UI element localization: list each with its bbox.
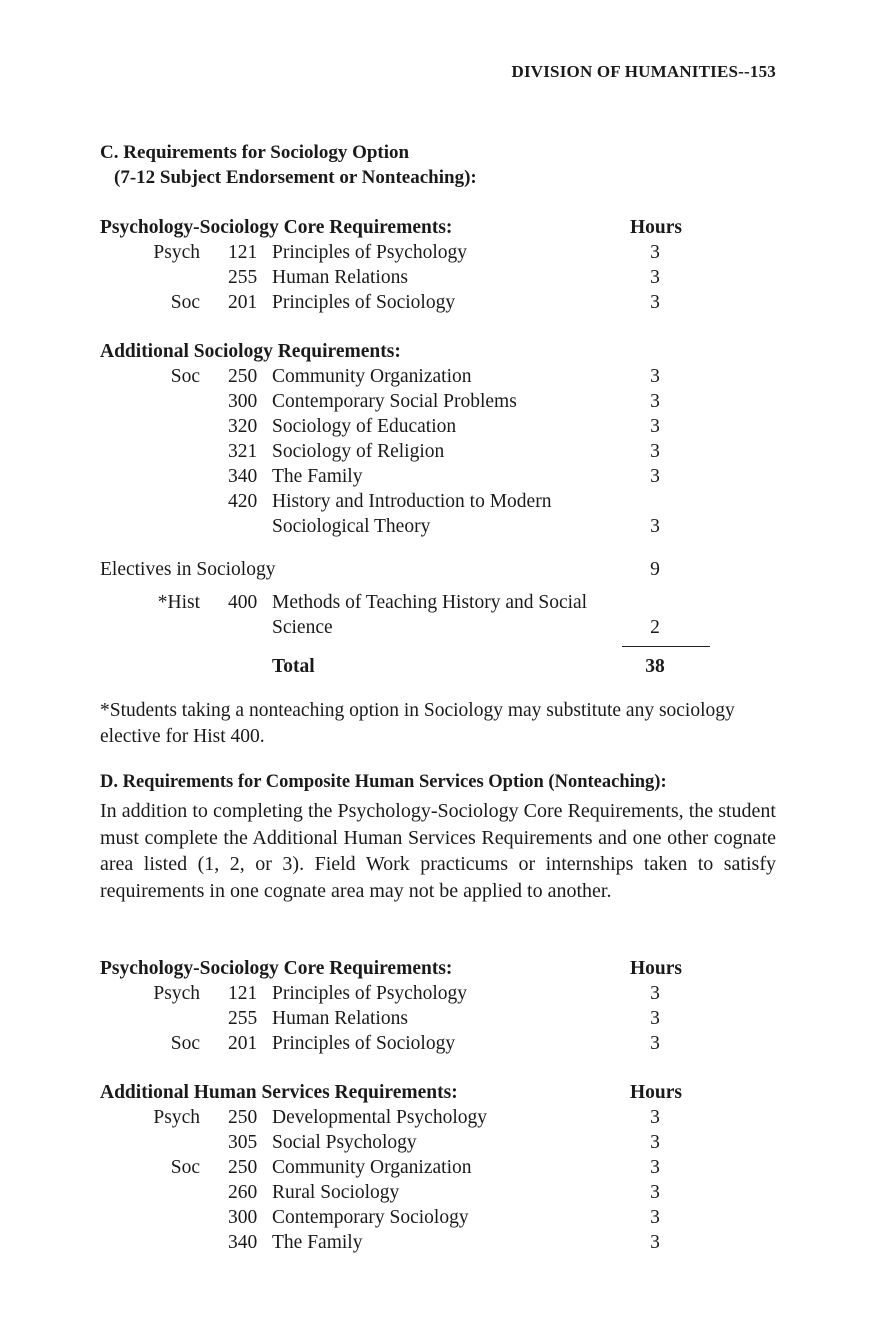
course-number: 250 xyxy=(228,1157,258,1178)
course-title-line1: Methods of Teaching History and Social xyxy=(272,592,588,613)
course-hours: 3 xyxy=(650,516,660,537)
course-number: 250 xyxy=(228,366,258,387)
course-row xyxy=(100,414,700,439)
course-hours: 3 xyxy=(650,1033,660,1054)
course-title: Sociology of Religion xyxy=(272,441,445,462)
course-row xyxy=(100,439,700,464)
course-dept: *Hist xyxy=(157,592,200,613)
additional-heading-row xyxy=(100,1080,700,1105)
course-hours: 3 xyxy=(650,292,660,313)
course-dept: Soc xyxy=(170,366,200,387)
course-number: 321 xyxy=(228,441,258,462)
course-number: 121 xyxy=(228,983,258,1004)
course-hours: 3 xyxy=(650,1182,660,1203)
hours-heading: Hours xyxy=(630,958,683,979)
course-dept: Psych xyxy=(153,1107,200,1128)
course-row xyxy=(100,364,700,389)
course-title: Principles of Psychology xyxy=(272,983,467,1004)
course-dept: Psych xyxy=(153,242,200,263)
section-c-title xyxy=(100,140,477,190)
course-hours: 2 xyxy=(650,617,660,638)
core-heading: Psychology-Sociology Core Requirements: xyxy=(100,958,453,979)
course-title xyxy=(272,590,662,640)
course-dept: Soc xyxy=(170,1033,200,1054)
additional-heading-row xyxy=(100,339,700,364)
course-title xyxy=(272,489,662,539)
course-row xyxy=(100,1105,700,1130)
course-number: 320 xyxy=(228,416,258,437)
section-d-paragraph: In addition to completing the Psychology-Sociology Core Requirements, the student must complete the Additional Human Services Requirements and one other cognate area listed (1, 2, or 3). Field Work practicums or internships taken to satisfy requirements in one cognate area may not be applied to another. xyxy=(100,800,776,902)
total-value: 38 xyxy=(645,656,665,677)
course-number: 420 xyxy=(228,491,258,512)
running-head: DIVISION OF HUMANITIES--153 xyxy=(511,62,776,81)
course-row xyxy=(100,1230,700,1255)
course-row xyxy=(100,290,700,315)
course-dept: Soc xyxy=(170,292,200,313)
course-hours: 3 xyxy=(650,983,660,1004)
course-row xyxy=(100,389,700,414)
course-title: Community Organization xyxy=(272,1157,472,1178)
section-d-requirements-table xyxy=(100,956,700,1255)
core-heading-row xyxy=(100,956,700,981)
course-title: Human Relations xyxy=(272,267,408,288)
course-hours: 3 xyxy=(650,1157,660,1178)
course-hours: 3 xyxy=(650,1107,660,1128)
course-row xyxy=(100,1130,700,1155)
course-hours: 3 xyxy=(650,1207,660,1228)
course-hours: 3 xyxy=(650,416,660,437)
course-number: 300 xyxy=(228,1207,258,1228)
course-number: 255 xyxy=(228,1008,258,1029)
spacer xyxy=(100,539,700,557)
electives-label: Electives in Sociology xyxy=(100,559,276,580)
course-title-line2: Science xyxy=(272,617,333,638)
core-heading: Psychology-Sociology Core Requirements: xyxy=(100,217,453,238)
course-hours: 3 xyxy=(650,391,660,412)
course-title: Contemporary Social Problems xyxy=(272,391,517,412)
course-number: 121 xyxy=(228,242,258,263)
footnote: *Students taking a nonteaching option in Sociology may substitute any sociology elective for Hist 400. xyxy=(100,700,735,747)
course-dept: Psych xyxy=(153,983,200,1004)
core-heading-row xyxy=(100,215,700,240)
course-row xyxy=(100,1180,700,1205)
course-number: 300 xyxy=(228,391,258,412)
course-title: Principles of Psychology xyxy=(272,242,467,263)
course-title: Sociology of Education xyxy=(272,416,457,437)
course-title: Rural Sociology xyxy=(272,1182,400,1203)
course-hours: 3 xyxy=(650,441,660,462)
additional-heading: Additional Human Services Requirements: xyxy=(100,1082,458,1103)
course-row xyxy=(100,1205,700,1230)
course-hours: 3 xyxy=(650,267,660,288)
total-rule xyxy=(622,646,710,647)
course-title: Contemporary Sociology xyxy=(272,1207,469,1228)
course-hours: 3 xyxy=(650,466,660,487)
course-row xyxy=(100,1155,700,1180)
course-title: The Family xyxy=(272,1232,363,1253)
electives-row xyxy=(100,557,700,582)
total-rule-wrap xyxy=(100,640,700,654)
course-title: Social Psychology xyxy=(272,1132,417,1153)
course-row xyxy=(100,489,700,539)
section-c-requirements-table xyxy=(100,215,700,679)
course-number: 201 xyxy=(228,292,258,313)
course-number: 250 xyxy=(228,1107,258,1128)
course-number: 340 xyxy=(228,466,258,487)
electives-hours: 9 xyxy=(650,559,660,580)
spacer xyxy=(100,582,700,590)
spacer xyxy=(100,315,700,339)
section-c-title-line2: (7-12 Subject Endorsement or Nonteaching): xyxy=(114,167,477,188)
section-c-title-line1: C. Requirements for Sociology Option xyxy=(100,142,410,163)
course-title-line2: Sociological Theory xyxy=(272,516,431,537)
section-d-title: D. Requirements for Composite Human Services Option (Nonteaching): xyxy=(100,772,667,792)
course-hours: 3 xyxy=(650,1008,660,1029)
course-number: 201 xyxy=(228,1033,258,1054)
additional-heading: Additional Sociology Requirements: xyxy=(100,341,401,362)
course-hours: 3 xyxy=(650,1132,660,1153)
course-title: The Family xyxy=(272,466,363,487)
course-row xyxy=(100,590,700,640)
hours-heading: Hours xyxy=(630,1082,683,1103)
course-title: Principles of Sociology xyxy=(272,292,456,313)
course-row xyxy=(100,1006,700,1031)
course-row xyxy=(100,1031,700,1056)
course-title: Community Organization xyxy=(272,366,472,387)
course-title: Developmental Psychology xyxy=(272,1107,488,1128)
course-title-line1: History and Introduction to Modern xyxy=(272,491,552,512)
course-number: 260 xyxy=(228,1182,258,1203)
total-row xyxy=(100,654,700,679)
course-row xyxy=(100,265,700,290)
course-title: Human Relations xyxy=(272,1008,408,1029)
course-hours: 3 xyxy=(650,366,660,387)
total-label: Total xyxy=(272,656,315,677)
course-hours: 3 xyxy=(650,242,660,263)
hours-heading: Hours xyxy=(630,217,683,238)
course-row xyxy=(100,981,700,1006)
course-dept: Soc xyxy=(170,1157,200,1178)
course-number: 255 xyxy=(228,267,258,288)
course-number: 340 xyxy=(228,1232,258,1253)
course-number: 305 xyxy=(228,1132,258,1153)
course-number: 400 xyxy=(228,592,258,613)
course-row xyxy=(100,240,700,265)
course-hours: 3 xyxy=(650,1232,660,1253)
course-row xyxy=(100,464,700,489)
spacer xyxy=(100,1056,700,1080)
course-title: Principles of Sociology xyxy=(272,1033,456,1054)
